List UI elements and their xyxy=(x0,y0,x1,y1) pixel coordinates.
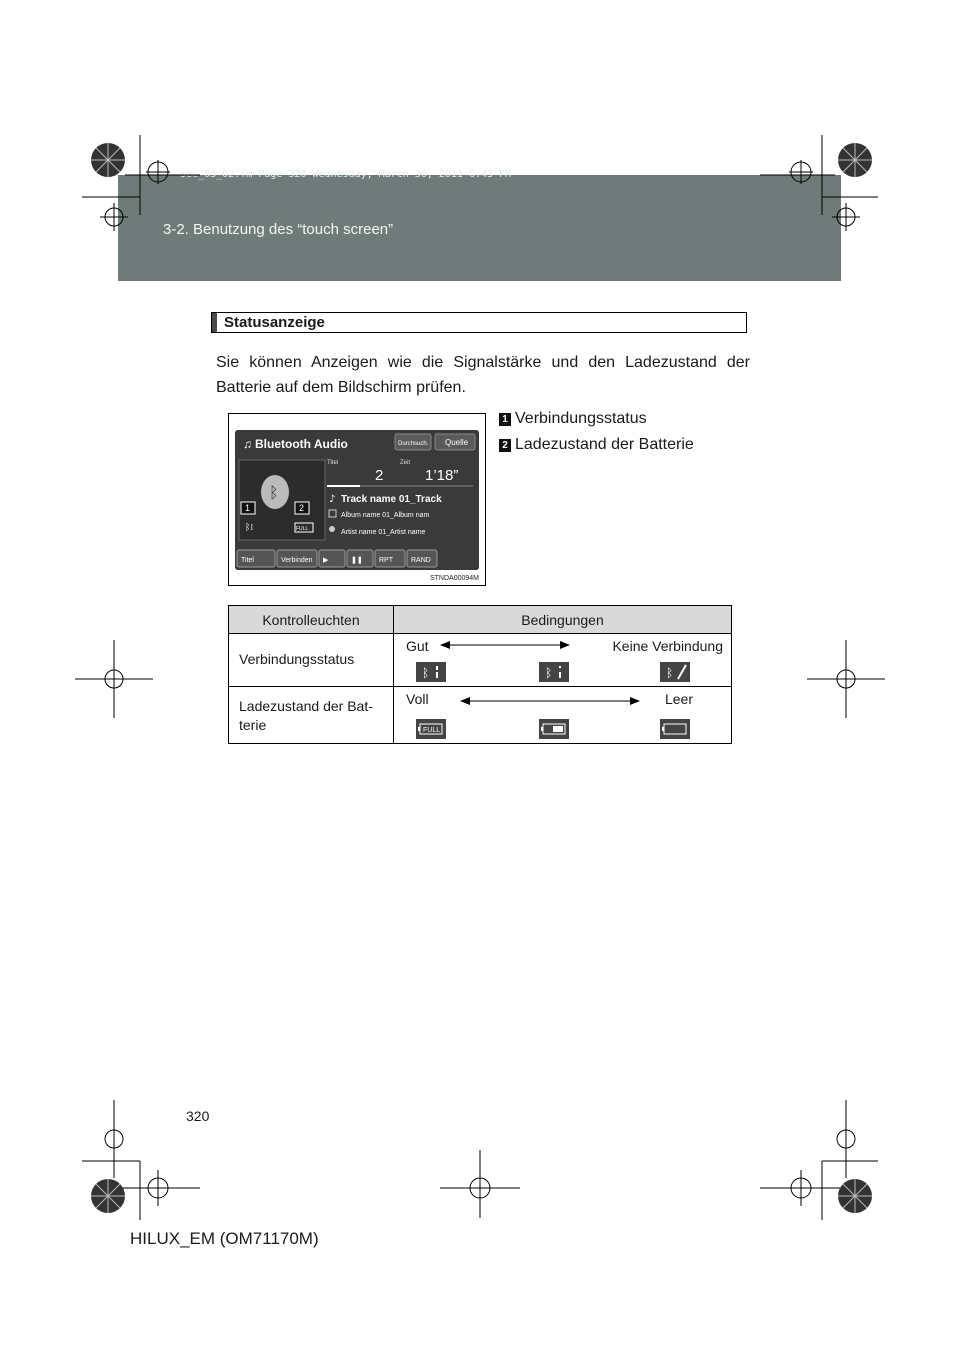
screen-graphic xyxy=(235,430,479,570)
indicator-table xyxy=(228,605,732,744)
battery-half-icon xyxy=(539,719,569,739)
bt-signal-good-icon xyxy=(416,662,446,682)
manual-id: HILUX_EM (OM71170M) xyxy=(130,1229,319,1248)
col-condition-header: Bedingungen xyxy=(394,606,732,634)
btn-search-label: Durchsuch. xyxy=(398,441,429,447)
callout-2-label: Ladezustand der Batterie xyxy=(515,436,694,453)
condition-right-label: Keine Verbindung xyxy=(612,638,723,654)
section-title: 3-2. Benutzung des “touch screen” xyxy=(163,221,394,238)
svg-text:ᛒ: ᛒ xyxy=(422,666,430,680)
battery-full-text: FULL xyxy=(423,727,441,734)
heading-bar xyxy=(212,313,217,332)
screen-code: STNDA00094M xyxy=(429,575,479,582)
track-name: Track name 01_Track xyxy=(341,494,442,505)
screen-full-label: FULL xyxy=(296,526,309,532)
status-heading xyxy=(211,312,747,333)
label-title: Titel xyxy=(327,460,339,466)
screen-tab-label: RAND xyxy=(411,557,431,564)
screen-tab-label: ▶ xyxy=(323,557,329,564)
battery-empty-icon xyxy=(660,719,690,739)
status-heading-text: Statusanzeige xyxy=(224,314,325,331)
label-time: Zeit xyxy=(400,460,411,466)
btn-source-label: Quelle xyxy=(445,438,469,447)
intro-text: Sie können Anzeigen wie die Signalstärke und den Ladezustand der Batterie auf dem Bildschirm prüfen. xyxy=(216,354,750,396)
screen-tab-label: ❚❚ xyxy=(351,557,363,564)
bt-no-connection-icon xyxy=(660,662,690,682)
battery-left-label: Voll xyxy=(406,691,429,707)
badge-2: 2 xyxy=(299,503,305,513)
bt-signal-weak-icon xyxy=(539,662,569,682)
svg-text:ᛒ: ᛒ xyxy=(666,666,674,680)
screen-tab-label: RPT xyxy=(379,557,393,564)
note-icon: ♪ xyxy=(329,494,336,505)
callout-1-number: 1 xyxy=(499,413,511,426)
battery-full-icon xyxy=(416,719,446,739)
row-battery-indicator: Ladezustand der Bat-terie xyxy=(229,687,394,744)
music-note-icon: ♫ xyxy=(243,437,252,451)
col-indicator-header: Kontrolleuchten xyxy=(229,606,394,634)
double-arrow-icon xyxy=(440,640,570,650)
svg-text:ᛒ: ᛒ xyxy=(545,666,553,680)
row-connection-indicator: Verbindungsstatus xyxy=(229,634,394,687)
screen-illustration xyxy=(228,413,486,586)
play-time: 1’18” xyxy=(425,467,459,484)
album-name: Album name 01_Album nam xyxy=(341,512,430,519)
condition-left-label: Gut xyxy=(406,638,429,654)
artist-name: Artist name 01_Artist name xyxy=(341,529,426,536)
row-connection-condition xyxy=(394,634,732,687)
screen-title: Bluetooth Audio xyxy=(255,437,348,451)
callout-1-label: Verbindungsstatus xyxy=(515,410,647,427)
file-stamp: sec_03_02.fm Page 320 Wednesday, March 30, 2011 6:43 PM xyxy=(180,169,512,180)
screen-tab-label: Verbinden xyxy=(281,557,313,564)
page-number: 320 xyxy=(186,1108,210,1124)
table-row xyxy=(229,687,732,744)
bluetooth-icon: ᛒ xyxy=(269,483,279,502)
callout-1 xyxy=(499,410,647,428)
row-battery-condition xyxy=(394,687,732,744)
table-row xyxy=(229,634,732,687)
double-arrow-icon xyxy=(460,696,640,706)
battery-right-label: Leer xyxy=(664,691,693,707)
callout-2 xyxy=(499,436,694,454)
display-screen xyxy=(235,430,479,570)
track-number: 2 xyxy=(375,467,384,484)
callout-2-number: 2 xyxy=(499,439,511,452)
badge-1: 1 xyxy=(245,503,251,513)
screen-tab-label: Titel xyxy=(241,557,254,564)
bt-status-icon: ᛒ⁞ xyxy=(245,523,254,533)
